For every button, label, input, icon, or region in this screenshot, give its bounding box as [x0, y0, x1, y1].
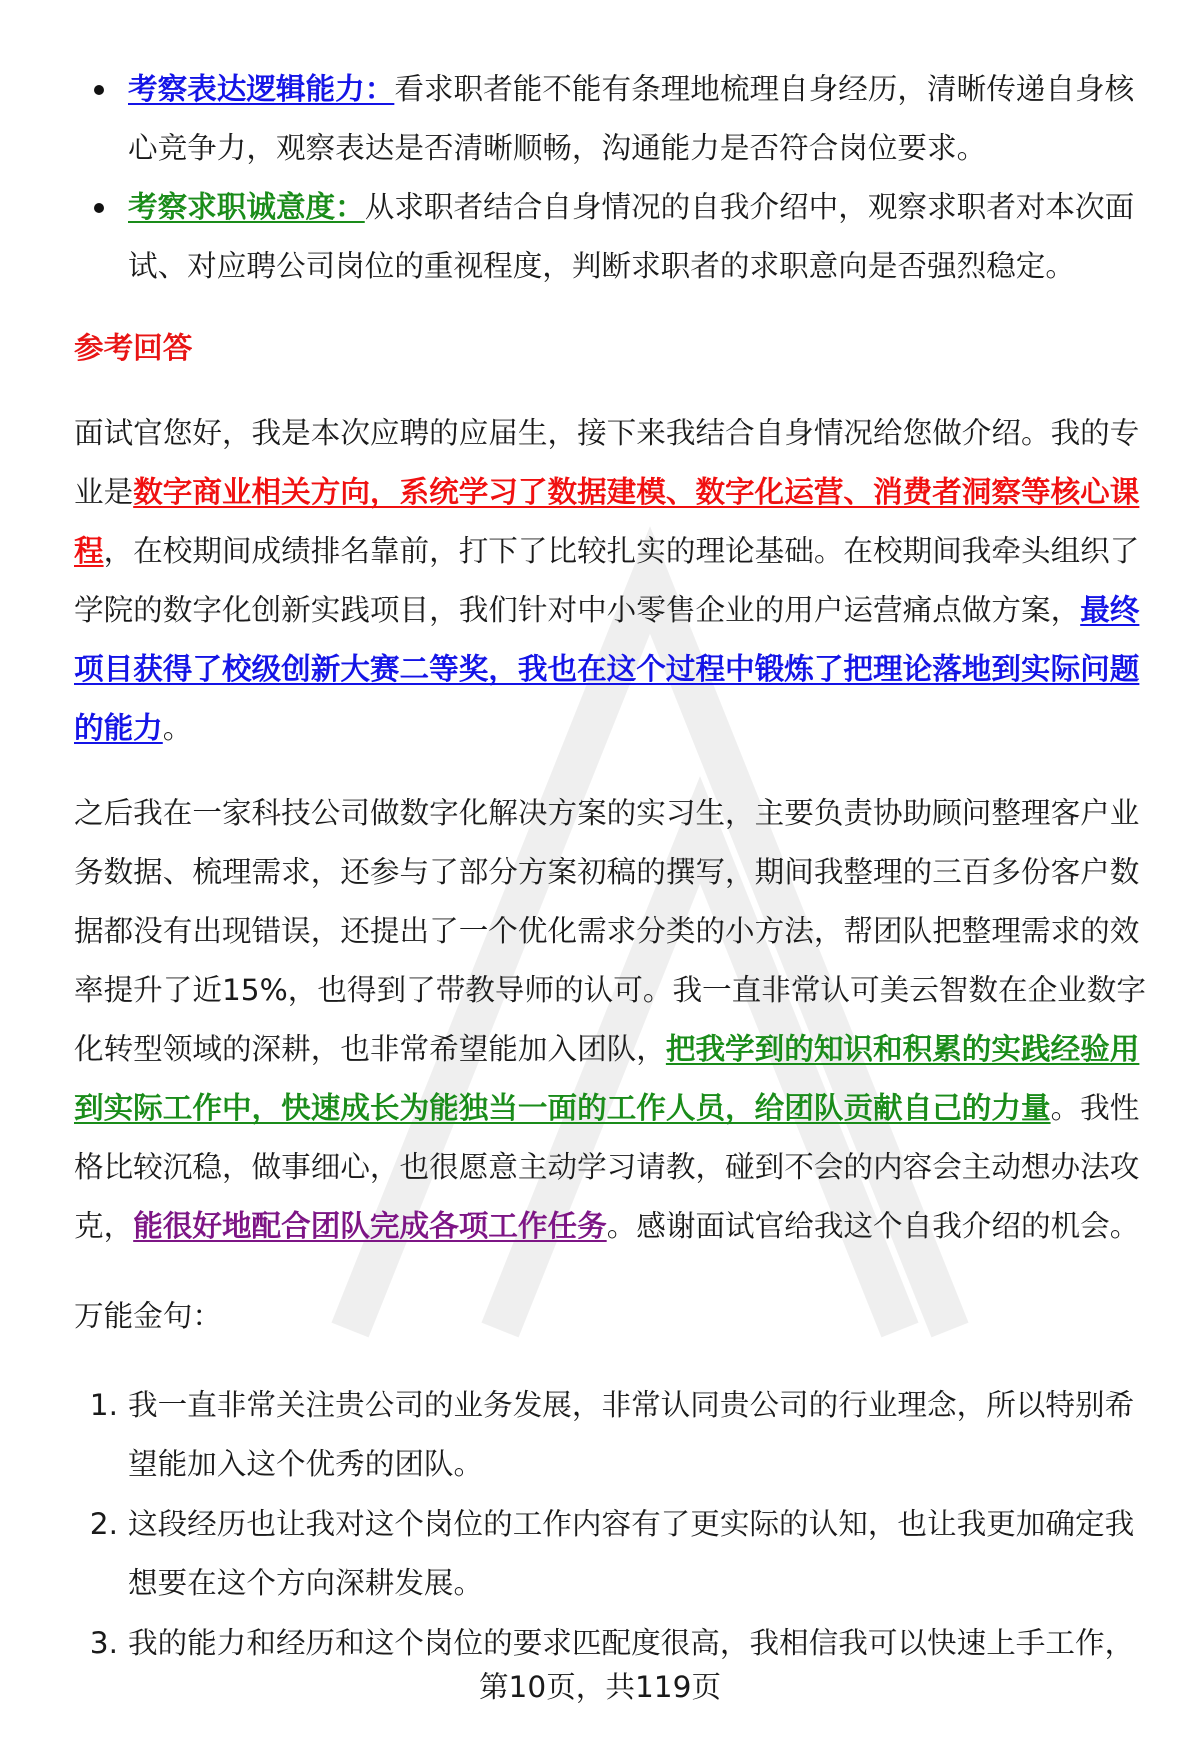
text: 。感谢面试官给我这个自我介绍的机会。	[606, 1209, 1140, 1243]
list-number: 2.	[89, 1507, 118, 1541]
bullet-label: 考察求职诚意度：	[128, 190, 365, 224]
page-number: 第10页，共119页	[478, 1670, 722, 1704]
golden-text: 我一直非常关注贵公司的业务发展，非常认同贵公司的行业理念，所以特别希望能加入这个优秀的团队。	[128, 1388, 1135, 1481]
list-number: 3.	[89, 1626, 118, 1660]
text: 面试官您好，我是本次应聘的应届生，接下来我结合自身情况给您做介绍。我的专业是	[74, 416, 1140, 509]
list-number: 1.	[89, 1388, 118, 1422]
golden-item	[89, 1495, 1162, 1613]
golden-item	[89, 1376, 1162, 1494]
bullet-dot-icon	[94, 203, 104, 213]
bullet-dot-icon	[94, 85, 104, 95]
section-heading-answer: 参考回答	[74, 331, 193, 365]
bullet-label: 考察表达逻辑能力：	[128, 72, 395, 106]
golden-sentences-heading: 万能金句：	[74, 1299, 222, 1333]
text: ，在校期间成绩排名靠前，打下了比较扎实的理论基础。在校期间我牵头组织了学院的数字化创新实践项目，我们针对中小零售企业的用户运营痛点做方案，	[74, 534, 1140, 627]
highlight-red: 数字商业相关方向，系统学习了数据建模、数字化运营、消费者洞察等核心课程	[74, 475, 1140, 568]
bullet-item-expression	[128, 60, 1162, 178]
answer-paragraph-1	[74, 404, 1162, 758]
golden-text: 这段经历也让我对这个岗位的工作内容有了更实际的认知，也让我更加确定我想要在这个方向深耕发展。	[128, 1507, 1135, 1600]
bullet-text: 看求职者能不能有条理地梳理自身经历，清晰传递自身核心竞争力，观察表达是否清晰顺畅，沟通能力是否符合岗位要求。	[128, 72, 1135, 165]
highlight-purple: 能很好地配合团队完成各项工作任务	[133, 1209, 607, 1243]
golden-text: 我的能力和经历和这个岗位的要求匹配度很高，我相信我可以快速上手工作，	[128, 1626, 1135, 1660]
highlight-blue: 最终项目获得了校级创新大赛二等奖，我也在这个过程中锻炼了把理论落地到实际问题的能力	[74, 593, 1140, 745]
bullet-text: 从求职者结合自身情况的自我介绍中，观察求职者对本次面试、对应聘公司岗位的重视程度，判断求职者的求职意向是否强烈稳定。	[128, 190, 1135, 283]
text: 。	[162, 711, 193, 745]
text: 。我性格比较沉稳，做事细心，也很愿意主动学习请教，碰到不会的内容会主动想办法攻克，	[74, 1091, 1140, 1243]
answer-paragraph-2	[74, 784, 1162, 1256]
text: 之后我在一家科技公司做数字化解决方案的实习生，主要负责协助顾问整理客户业务数据、梳理需求，还参与了部分方案初稿的撰写，期间我整理的三百多份客户数据都没有出现错误，还提出了一个优化需求分类的小方法，帮团队把整理需求的效率提升了近15%，也得到了带教导师的认可。我一直非常认可美云智数在企业数字化转型领域的深耕，也非常希望能加入团队，	[74, 796, 1146, 1066]
highlight-green: 把我学到的知识和积累的实践经验用到实际工作中，快速成长为能独当一面的工作人员，给团队贡献自己的力量	[74, 1032, 1140, 1125]
bullet-item-sincerity	[128, 178, 1162, 296]
